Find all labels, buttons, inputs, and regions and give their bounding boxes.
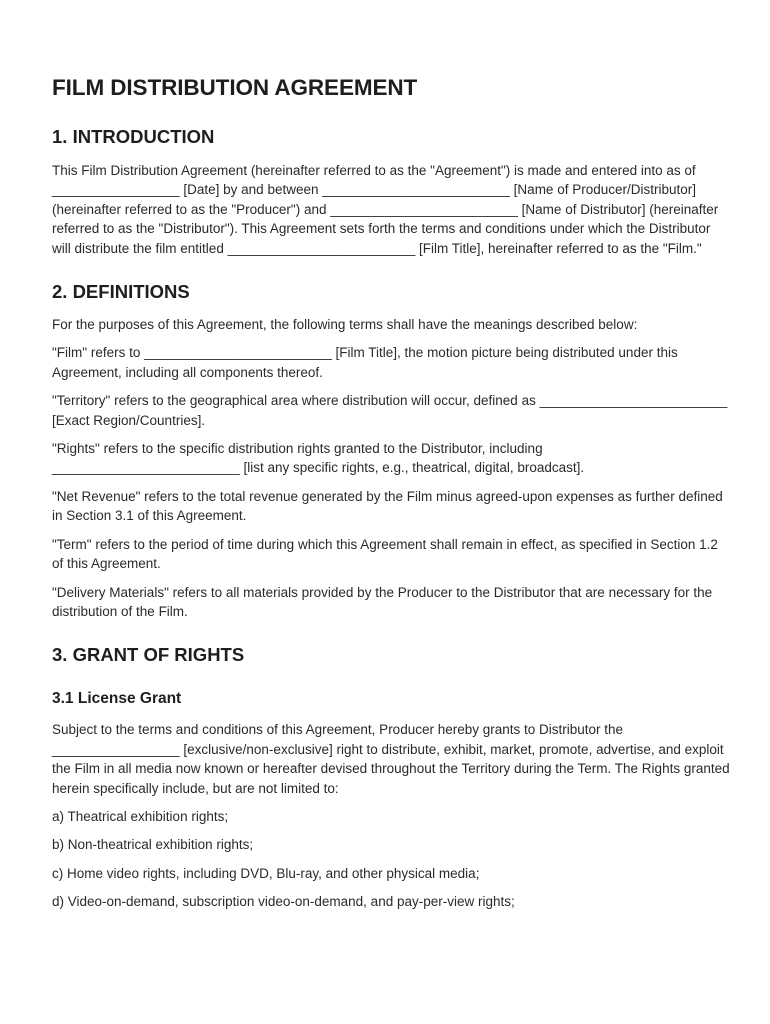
license-grant-paragraph: Subject to the terms and conditions of this Agreement, Producer hereby grants to Distributor the _________________ [exclusive/non-exclusive] right to distribute, exhibit, market, promote, advertise, and exploit the Film in all media now known or hereafter devised throughout the Territory during the Term. The Rights granted herein specifically include, but are not limited to: <box>52 722 730 796</box>
subsection-heading-license-grant: 3.1 License Grant <box>52 690 182 708</box>
section-heading-introduction: 1. INTRODUCTION <box>52 126 215 147</box>
document-title: FILM DISTRIBUTION AGREEMENT <box>52 75 418 100</box>
definition-net-revenue: "Net Revenue" refers to the total revenue generated by the Film minus agreed-upon expenses as further defined in Section 3.1 of this Agreement. <box>52 488 723 524</box>
section-heading-grant-of-rights: 3. GRANT OF RIGHTS <box>52 644 245 666</box>
section-heading-definitions: 2. DEFINITIONS <box>52 281 190 303</box>
document-page <box>52 70 732 912</box>
introduction-paragraph: This Film Distribution Agreement (hereinafter referred to as the "Agreement") is made and entered into as of _________________ [Date] by and between _________________________ [Name of Producer/Distributor] (hereinafter referred to as the "Producer") and _________________________ [Name of Distributor] (hereinafter referred to as the "Distributor"). This Agreement sets forth the terms and conditions under which the Distributor will distribute the film entitled _________________________ [Film Title], hereinafter referred to as the "Film." <box>52 163 719 256</box>
rights-list-item: a) Theatrical exhibition rights; <box>52 808 229 824</box>
definition-rights: "Rights" refers to the specific distribution rights granted to the Distributor, including _________________________ [list any specific rights, e.g., theatrical, digital, broadcast]. <box>52 441 585 476</box>
rights-list-item: b) Non-theatrical exhibition rights; <box>52 837 254 853</box>
rights-list-item: c) Home video rights, including DVD, Blu-ray, and other physical media; <box>52 865 480 881</box>
definition-delivery-materials: "Delivery Materials" refers to all materials provided by the Producer to the Distributor that are necessary for the distribution of the Film. <box>52 584 713 619</box>
definition-term: "Term" refers to the period of time during which this Agreement shall remain in effect, as specified in Section 1.2 of this Agreement. <box>52 536 718 572</box>
definition-territory: "Territory" refers to the geographical area where distribution will occur, defined as _________________________ [Exact Region/Countries]. <box>52 393 728 428</box>
rights-list-item: d) Video-on-demand, subscription video-on-demand, and pay-per-view rights; <box>52 894 515 910</box>
definitions-intro-paragraph: For the purposes of this Agreement, the following terms shall have the meanings described below: <box>52 317 638 333</box>
definition-film: "Film" refers to _________________________ [Film Title], the motion picture being distributed under this Agreement, including all components thereof. <box>52 345 678 380</box>
